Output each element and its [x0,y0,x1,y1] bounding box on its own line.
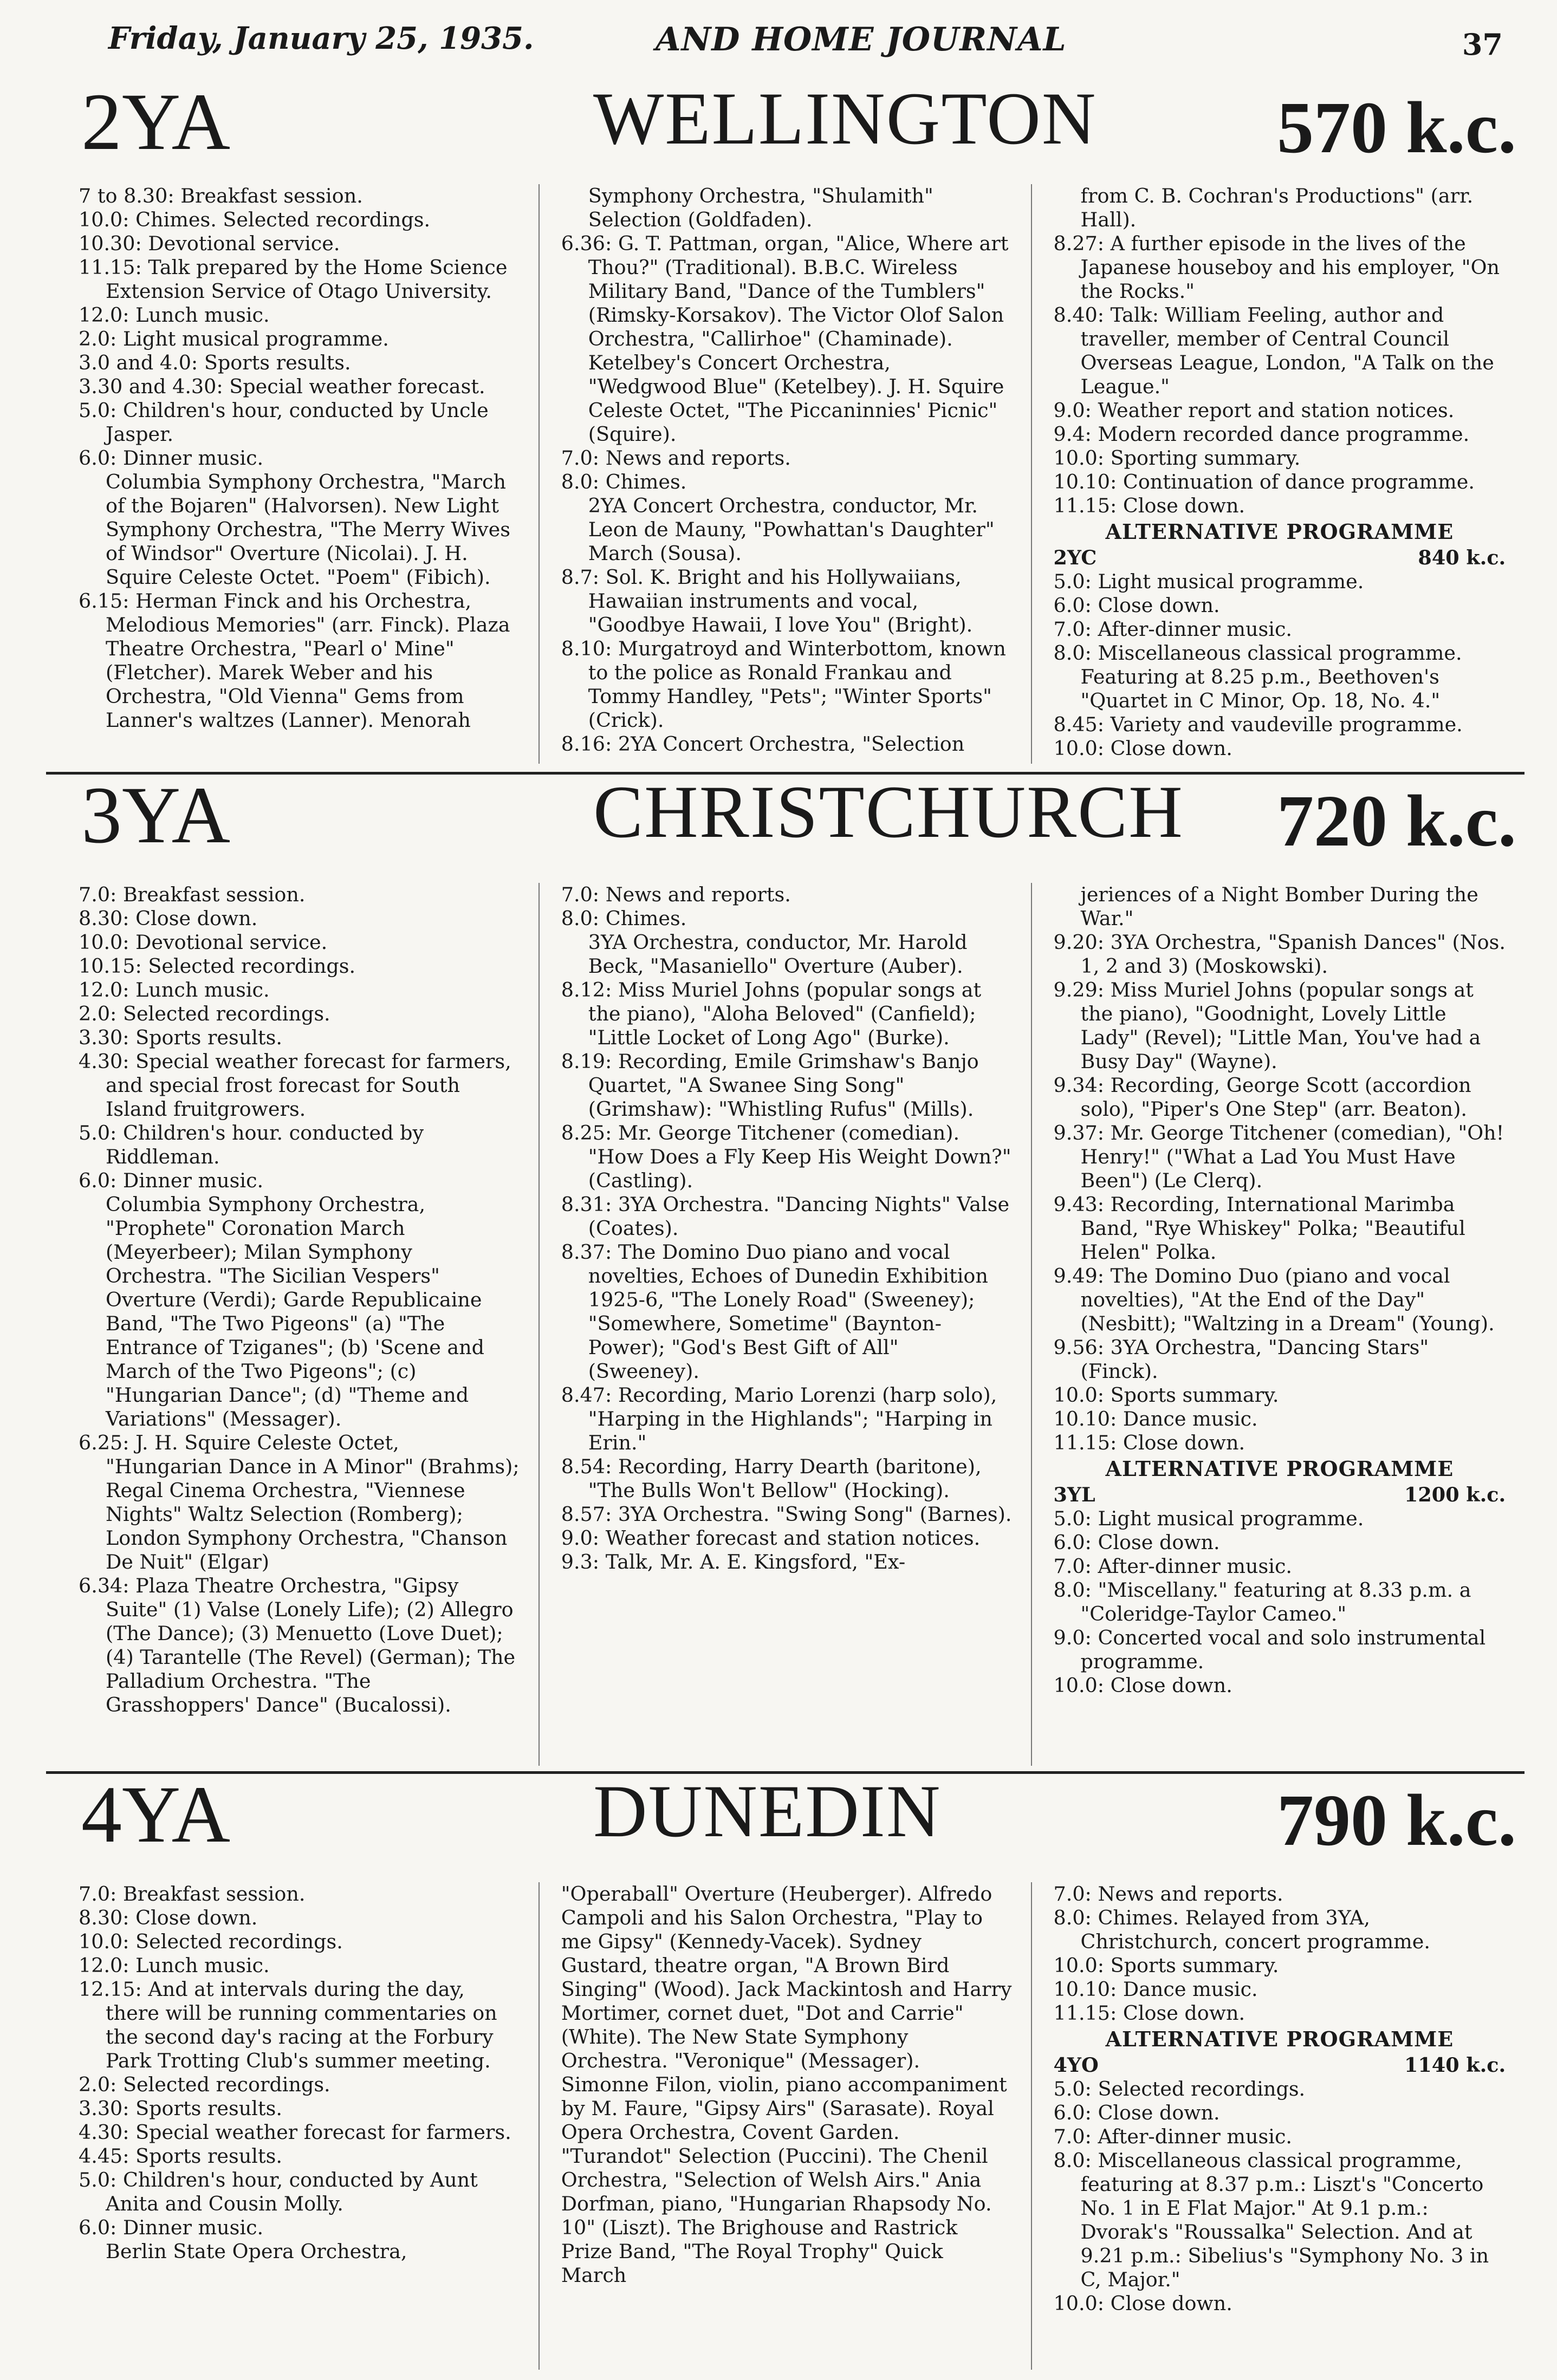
section-3ya-christchurch [46,772,1524,1766]
programme-entry: 11.15: Close down. [1053,1431,1245,1454]
programme-entry: 9.49: The Domino Duo (piano and vocal novelties), "At the End of the Day" (Nesbitt); "Waltzing in a Dream" (Young). [1053,1264,1495,1335]
programme-entry: 8.0: Chimes. Relayed from 3YA, Christchurch, concert programme. [1053,1906,1430,1953]
programme-entry: 8.16: 2YA Concert Orchestra, "Selection [561,732,965,756]
alternative-station-line [1054,546,1506,570]
programme-entry: 5.0: Selected recordings. [1053,2077,1306,2101]
frequency: 720 k.c. [1277,781,1516,862]
station-code: 2YA [81,77,231,167]
programme-entry: "Operaball" Overture (Heuberger). Alfredo Campoli and his Salon Orchestra, "Play to me Gipsy" (Kennedy-Vacek). Sydney Gustard, theatre organ, "A Brown Bird Singing" (Wood). Jack Mackintosh and Harry Mortimer, cornet duet, "Dot and Carrie" (White). The New State Symphony Orchestra. "Veronique" (Messager). Simonne Filon, violin, piano accompaniment by M. Faure, "Gipsy Airs" (Sarasate). Royal Opera Orchestra, Covent Garden. "Turandot" Selection (Puccini). The Chenil Orchestra, "Selection of Welsh Airs." Ania Dorfman, piano, "Hungarian Rhapsody No. 10" (Liszt). The Brighouse and Rastrick Prize Band, "The Royal Trophy" Quick March [561,1882,1012,2287]
programme-entry: 9.0: Concerted vocal and solo instrumental programme. [1053,1626,1486,1673]
programme-entry: 9.3: Talk, Mr. A. E. Kingsford, "Ex- [561,1550,906,1573]
programme-entry: 8.30: Close down. [79,1906,258,1929]
programme-entry: 8.37: The Domino Duo piano and vocal novelties, Echoes of Dunedin Exhibition 1925-6, "The Lonely Road" (Sweeney); "Somewhere, Sometime" (Baynton-Power); "God's Best Gift of All" (Sweeney). [561,1240,988,1383]
programme-columns [46,1882,1524,2370]
programme-entry: 3.30: Sports results. [79,1026,282,1049]
column-1 [46,883,539,1766]
station-code: 3YA [81,770,231,860]
programme-entry: 10.0: Selected recordings. [79,1930,343,1953]
section-2ya-wellington [46,77,1524,764]
programme-entry: 10.0: Sporting summary. [1053,446,1301,470]
column-1 [46,1882,539,2370]
programme-entry: Columbia Symphony Orchestra, "Prophete" Coronation March (Meyerbeer); Milan Symphony Orchestra. "The Sicilian Vespers" Overture (Verdi); Garde Republicaine Band, "The Two Pigeons" (a) "The Entrance of Tziganes"; (b) 'Scene and March of the Two Pigeons"; (c) "Hungarian Dance"; (d) "Theme and Variations" (Messager). [106,1193,485,1430]
programme-entry: 7.0: Breakfast session. [79,1882,306,1906]
programme-entry: 9.34: Recording, George Scott (accordion solo), "Piper's One Step" (arr. Beaton). [1053,1074,1471,1121]
programme-entry: 9.0: Weather forecast and station notices. [561,1526,981,1550]
programme-entry: 5.0: Children's hour, conducted by Aunt Anita and Cousin Molly. [79,2168,478,2215]
programme-entry: 5.0: Light musical programme. [1053,1507,1364,1530]
programme-entry: 6.25: J. H. Squire Celeste Octet, "Hungarian Dance in A Minor" (Brahms); Regal Cinema Orchestra, "Viennese Nights" Waltz Selection (Romberg); London Symphony Orchestra, "Chanson De Nuit" (Elgar) [79,1431,520,1573]
programme-entry: Symphony Orchestra, "Shulamith" Selection (Goldfaden). [588,184,933,231]
programme-entry: 10.0: Sports summary. [1053,1383,1279,1407]
programme-entry: 2YA Concert Orchestra, conductor, Mr. Leon de Mauny, "Powhattan's Daughter" March (Sousa). [588,494,995,565]
column-3 [1031,1882,1523,2370]
programme-entry: 8.0: Miscellaneous classical programme, featuring at 8.37 p.m.: Liszt's "Concerto No. 1 in E Flat Major." At 9.1 p.m.: Dvorak's "Roussalka" Selection. And at 9.21 p.m.: Sibelius's "Symphony No. 3 in C, Major." [1053,2149,1489,2291]
programme-entry: 10.10: Dance music. [1053,1978,1258,2001]
programme-entry: 7.0: News and reports. [561,446,791,470]
programme-entry: 9.4: Modern recorded dance programme. [1053,422,1470,446]
programme-entry: 10.0: Chimes. Selected recordings. [79,208,431,231]
programme-entry: 3.30 and 4.30: Special weather forecast. [79,375,485,398]
programme-entry: 8.0: "Miscellany." featuring at 8.33 p.m. a "Coleridge-Taylor Cameo." [1053,1578,1471,1625]
programme-entry: 8.12: Miss Muriel Johns (popular songs at the piano), "Aloha Beloved" (Canfield); "Little Locket of Long Ago" (Burke). [561,978,982,1049]
column-3 [1031,883,1523,1766]
frequency: 570 k.c. [1277,87,1516,168]
programme-entry: 3YA Orchestra, conductor, Mr. Harold Beck, "Masaniello" Overture (Auber). [588,931,968,978]
programme-entry: 8.19: Recording, Emile Grimshaw's Banjo Quartet, "A Swanee Sing Song" (Grimshaw): "Whistling Rufus" (Mills). [561,1050,979,1121]
alternative-programme-title: ALTERNATIVE PROGRAMME [1105,519,1454,544]
alternative-frequency: 1140 k.c. [1404,2053,1506,2077]
alternative-station-line [1054,1483,1506,1507]
programme-entry: 6.0: Dinner music. [79,2216,264,2239]
alternative-frequency: 840 k.c. [1418,546,1506,569]
column-1 [46,184,539,764]
programme-entry: 7.0: After-dinner music. [1053,2125,1292,2148]
programme-entry: 6.0: Dinner music. [79,446,264,470]
programme-entry: 9.43: Recording, International Marimba Band, "Rye Whiskey" Polka; "Beautiful Helen" Polka. [1053,1193,1465,1264]
programme-entry: 8.30: Close down. [79,907,258,930]
programme-columns [46,883,1524,1766]
programme-entry: 5.0: Children's hour. conducted by Riddleman. [79,1121,424,1168]
programme-entry: 8.31: 3YA Orchestra. "Dancing Nights" Valse (Coates). [561,1193,1010,1240]
column-2 [539,883,1031,1766]
programme-entry: Columbia Symphony Orchestra, "March of the Bojaren" (Halvorsen). New Light Symphony Orchestra, "The Merry Wives of Windsor" Overture (Nicolai). J. H. Squire Celeste Octet. "Poem" (Fibich). [106,470,510,589]
programme-entry: 11.15: Close down. [1053,494,1245,517]
programme-entry: 7 to 8.30: Breakfast session. [79,184,363,207]
programme-entry: 8.0: Chimes. [561,470,687,493]
programme-entry: 5.0: Children's hour, conducted by Uncle Jasper. [79,399,489,446]
section-header [46,770,1524,877]
programme-entry: 8.47: Recording, Mario Lorenzi (harp solo), "Harping in the Highlands"; "Harping in Erin." [561,1383,997,1454]
running-head [81,15,1503,64]
programme-entry: 9.20: 3YA Orchestra, "Spanish Dances" (Nos. 1, 2 and 3) (Moskowski). [1053,931,1506,978]
programme-entry: 5.0: Light musical programme. [1053,570,1364,593]
programme-columns [46,184,1524,764]
section-4ya-dunedin [46,1771,1524,2370]
programme-entry: 6.36: G. T. Pattman, organ, "Alice, Where art Thou?" (Traditional). B.B.C. Wireless Military Band, "Dance of the Tumblers" (Rimsky-Korsakov). The Victor Olof Salon Orchestra, "Callirhoe" (Chaminade). Ketelbey's Concert Orchestra, "Wedgwood Blue" (Ketelbey). J. H. Squire Celeste Octet, "The Piccaninnies' Picnic" (Squire). [561,232,1009,446]
programme-entry: 8.25: Mr. George Titchener (comedian). "How Does a Fly Keep His Weight Down?" (Castling). [561,1121,1011,1192]
programme-entry: 11.15: Talk prepared by the Home Science Extension Service of Otago University. [79,256,508,303]
programme-entry: 6.0: Close down. [1053,2101,1220,2124]
programme-entry: 10.30: Devotional service. [79,232,340,255]
programme-entry: 4.45: Sports results. [79,2144,282,2168]
alternative-station: 3YL [1053,1483,1095,1506]
programme-entry: 6.0: Dinner music. [79,1169,264,1192]
programme-entry: 10.0: Devotional service. [79,931,328,954]
programme-entry: 11.15: Close down. [1053,2001,1245,2025]
programme-entry: 8.45: Variety and vaudeville programme. [1053,713,1463,736]
programme-entry: 9.0: Weather report and station notices. [1053,399,1455,422]
programme-entry: 7.0: Breakfast session. [79,883,306,906]
programme-entry: 12.0: Lunch music. [79,303,270,327]
programme-entry: 8.0: Chimes. [561,907,687,930]
programme-entry: from C. B. Cochran's Productions" (arr. Hall). [1080,184,1474,231]
programme-entry: 10.0: Sports summary. [1053,1954,1279,1977]
programme-entry: 2.0: Selected recordings. [79,1002,330,1025]
programme-entry: jeriences of a Night Bomber During the War." [1080,883,1478,930]
programme-entry: 8.40: Talk: William Feeling, author and traveller, member of Central Council Overseas League, London, "A Talk on the League." [1053,303,1494,398]
programme-entry: 8.57: 3YA Orchestra. "Swing Song" (Barnes). [561,1503,1012,1526]
alternative-station-line [1054,2053,1506,2077]
programme-entry: 6.0: Close down. [1053,1531,1220,1554]
programme-entry: 3.0 and 4.0: Sports results. [79,351,351,374]
programme-entry: 8.0: Miscellaneous classical programme. Featuring at 8.25 p.m., Beethoven's "Quartet in C Minor, Op. 18, No. 4." [1053,641,1462,712]
programme-entry: 7.0: After-dinner music. [1053,1555,1292,1578]
programme-entry: 9.37: Mr. George Titchener (comedian), "Oh! Henry!" ("What a Lad You Must Have Been") (Le Clerq). [1053,1121,1504,1192]
programme-entry: 4.30: Special weather forecast for farmers, and special frost forecast for South Island fruitgrowers. [79,1050,511,1121]
column-2 [539,1882,1031,2370]
programme-entry: 8.7: Sol. K. Bright and his Hollywaiians, Hawaiian instruments and vocal, "Goodbye Hawaii, I love You" (Bright). [561,565,973,636]
programme-entry: 7.0: News and reports. [561,883,791,906]
programme-entry: 12.0: Lunch music. [79,978,270,1002]
programme-entry: 10.10: Dance music. [1053,1407,1258,1430]
programme-entry: 6.0: Close down. [1053,594,1220,617]
programme-entry: 6.34: Plaza Theatre Orchestra, "Gipsy Suite" (1) Valse (Lonely Life); (2) Allegro (The Dance); (3) Menuetto (Love Duet); (4) Tarantelle (The Revel) (German); The Palladium Orchestra. "The Grasshoppers' Dance" (Bucalossi). [79,1574,516,1716]
programme-entry: 9.29: Miss Muriel Johns (popular songs at the piano), "Goodnight, Lovely Little Lady" (Revel); "Little Man, You've had a Busy Day" (Wayne). [1053,978,1481,1073]
programme-entry: 6.15: Herman Finck and his Orchestra, Melodious Memories" (arr. Finck). Plaza Theatre Orchestra, "Pearl o' Mine" (Fletcher). Marek Weber and his Orchestra, "Old Vienna" Gems from Lanner's waltzes (Lanner). Menorah [79,589,510,732]
programme-entry: 10.10: Continuation of dance programme. [1053,470,1475,493]
journal-name: AND HOME JOURNAL [656,21,1067,58]
programme-entry: 7.0: News and reports. [1053,1882,1283,1906]
programme-entry: 10.0: Close down. [1053,1674,1232,1697]
programme-entry: 10.0: Close down. [1053,2292,1232,2315]
city-name: CHRISTCHURCH [593,770,1184,853]
section-header [46,1770,1524,1877]
page-number: 37 [1462,27,1503,62]
alternative-programme-title: ALTERNATIVE PROGRAMME [1105,1456,1454,1481]
programme-entry: 2.0: Light musical programme. [79,327,389,350]
programme-entry: 10.15: Selected recordings. [79,954,356,978]
column-2 [539,184,1031,764]
programme-entry: 12.0: Lunch music. [79,1954,270,1977]
programme-entry: 3.30: Sports results. [79,2097,282,2120]
programme-entry: 8.54: Recording, Harry Dearth (baritone), "The Bulls Won't Bellow" (Hocking). [561,1455,982,1502]
programme-entry: 12.15: And at intervals during the day, there will be running commentaries on the second day's racing at the Forbury Park Trotting Club's summer meeting. [79,1978,497,2072]
station-code: 4YA [81,1770,231,1859]
programme-entry: 7.0: After-dinner music. [1053,617,1292,641]
issue-date: Friday, January 25, 1935. [108,21,534,56]
frequency: 790 k.c. [1277,1780,1516,1861]
programme-entry: 8.27: A further episode in the lives of the Japanese houseboy and his employer, "On the Rocks." [1053,232,1500,303]
programme-entry: 2.0: Selected recordings. [79,2073,330,2096]
section-header [46,77,1524,184]
column-3 [1031,184,1523,764]
programme-entry: 8.10: Murgatroyd and Winterbottom, known to the police as Ronald Frankau and Tommy Handley, "Pets"; "Winter Sports" (Crick). [561,637,1006,732]
programme-entry: Berlin State Opera Orchestra, [106,2240,407,2263]
alternative-programme-title: ALTERNATIVE PROGRAMME [1105,2027,1454,2051]
alternative-frequency: 1200 k.c. [1404,1483,1506,1506]
programme-entry: 4.30: Special weather forecast for farmers. [79,2121,511,2144]
alternative-station: 2YC [1053,546,1097,569]
programme-entry: 9.56: 3YA Orchestra, "Dancing Stars" (Finck). [1053,1336,1429,1383]
alternative-station: 4YO [1053,2053,1099,2077]
programme-entry: 10.0: Close down. [1053,737,1232,760]
city-name: DUNEDIN [593,1770,942,1852]
city-name: WELLINGTON [593,77,1097,160]
